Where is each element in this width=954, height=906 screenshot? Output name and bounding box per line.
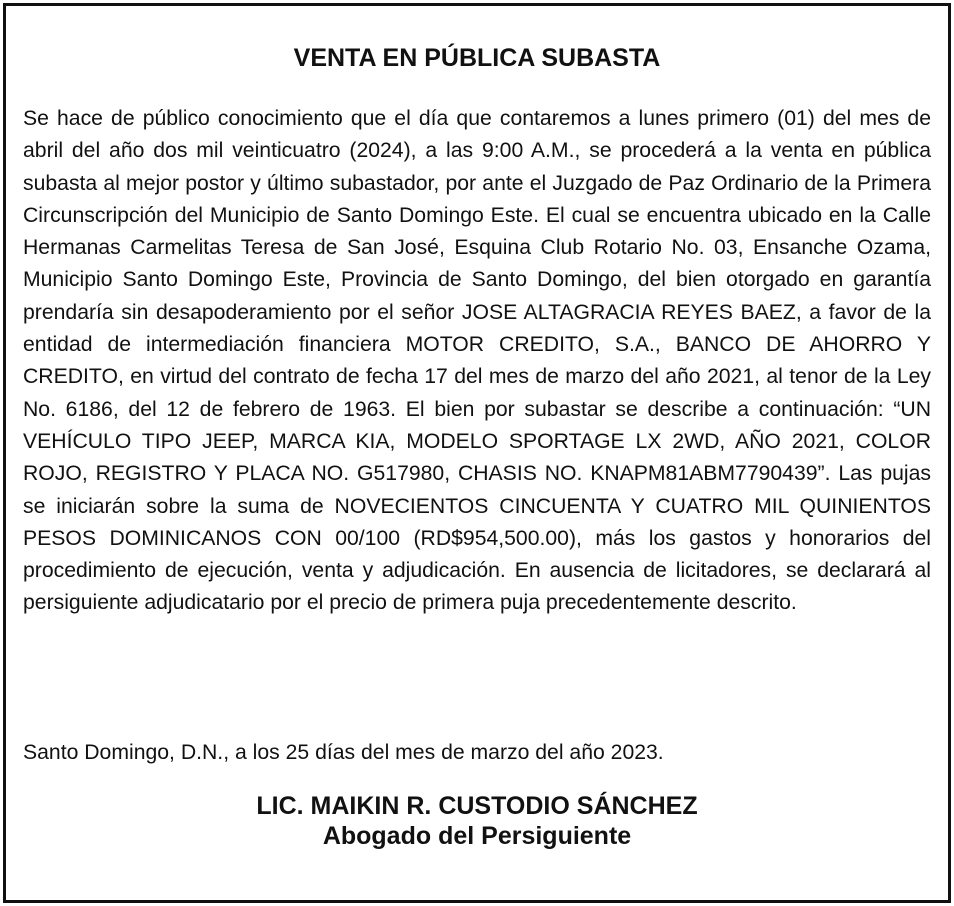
notice-body: Se hace de público conocimiento que el día que contaremos a lunes primero (01) del mes de abril del año dos mil veinticuatro (2024), a las 9:00 A.M., se procederá a la venta en pública subasta al mejor postor y último subastador, por ante el Juzgado de Paz Ordinario de la Primera Circunscripción del Municipio de Santo Domingo Este. El cual se encuentra ubicado en la Calle Hermanas Carmelitas Teresa de San José, Esquina Club Rotario No. 03, Ensanche Ozama, Municipio Santo Domingo Este, Provincia de Santo Domingo, del bien otorgado en garantía prendaría sin desapoderamiento por el señor JOSE ALTAGRACIA REYES BAEZ, a favor de la entidad de intermediación financiera MOTOR CREDITO, S.A., BANCO DE AHORRO Y CREDITO, en virtud del contrato de fecha 17 del mes de marzo del año 2021, al tenor de la Ley No. 6186, del 12 de febrero de 1963. El bien por subastar se describe a continuación: “UN VEHÍCULO TIPO JEEP, MARCA KIA, MODELO SPORTAGE LX 2WD, AÑO 2021, COLOR ROJO, REGISTRO Y PLACA NO. G517980, CHASIS NO. KNAPM81ABM7790439”. Las pujas se iniciarán sobre la suma de NOVECIENTOS CINCUENTA Y CUATRO MIL QUINIENTOS PESOS DOMINICANOS CON 00/100 (RD$954,500.00), más los gastos y honorarios del procedimiento de ejecución, venta y adjudicación. En ausencia de licitadores, se declarará al persiguiente adjudicatario por el precio de primera puja precedentemente descrito. (23, 107, 931, 615)
notice-closing-date: Santo Domingo, D.N., a los 25 días del mes de marzo del año 2023. (23, 741, 664, 764)
notice-border (3, 3, 951, 903)
notice-title: VENTA EN PÚBLICA SUBASTA (293, 44, 661, 72)
signature-role: Abogado del Persiguiente (322, 822, 632, 850)
signature-name: LIC. MAIKIN R. CUSTODIO SÁNCHEZ (256, 792, 698, 820)
